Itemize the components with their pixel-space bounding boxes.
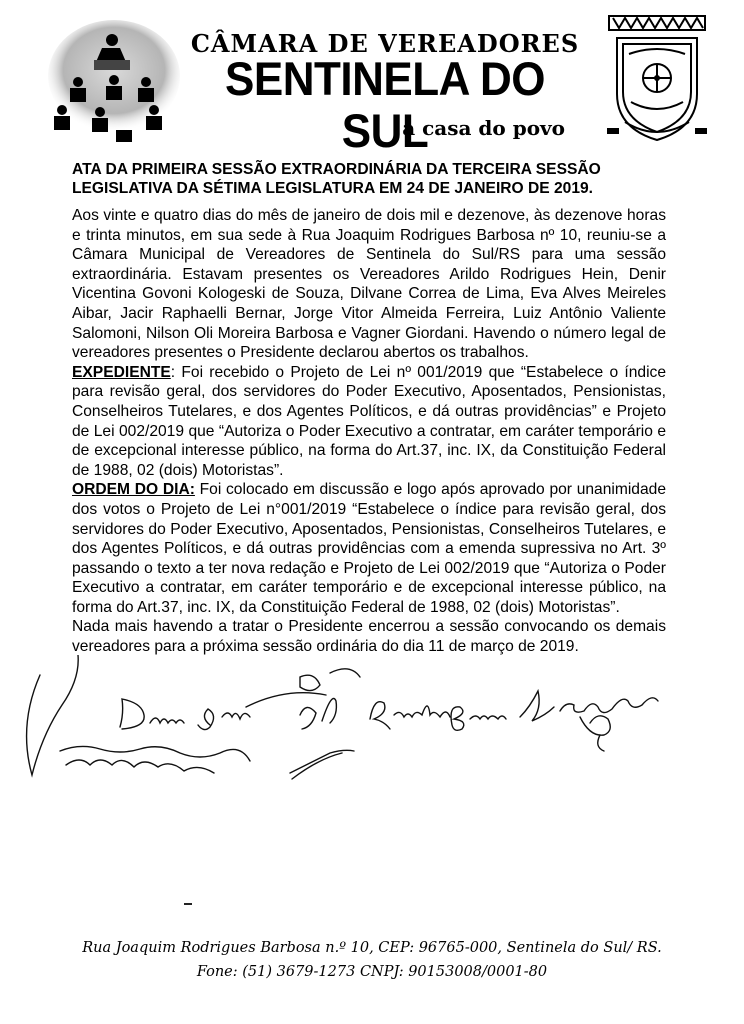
signature-denir-souza xyxy=(120,699,250,730)
title-line-sentinela: SENTINELA DO SUL xyxy=(225,53,545,158)
expediente-text: : Foi recebido o Projeto de Lei nº 001/2019 que “Estabelece o índice para revisão geral, dos servidores do Poder Executivo, Aposentados, Pensionistas, Conselheiros Tutelares, e dos Agentes Políticos, e dá outras providências” e Projeto de Lei 002/2019 que “Autoriza o Poder Executivo a contratar, em caráter temporário e de excepcional interesse público, na forma do Art.37, inc. IX, da Constituição Federal de 1988, 02 (dois) Motoristas”. xyxy=(72,363,666,479)
expediente-paragraph xyxy=(72,363,666,481)
document-title: ATA DA PRIMEIRA SESSÃO EXTRAORDINÁRIA DA TERCEIRA SESSÃO LEGISLATIVA DA SÉTIMA LEGISLATURA EM 24 DE JANEIRO DE 2019. xyxy=(72,161,601,197)
municipal-coat-of-arms xyxy=(603,10,711,150)
council-title xyxy=(185,29,585,158)
signature-salomoni xyxy=(60,746,354,779)
signature-arildo-hein xyxy=(520,691,658,751)
footer-contact: Fone: (51) 3679-1273 CNPJ: 90153008/0001-80 xyxy=(196,964,548,980)
intro-paragraph: Aos vinte e quatro dias do mês de janeiro de dois mil e dezenove, às dezenove horas e trinta minutos, em sua sede à Rua Joaquim Rodrigues Barbosa nº 10, reuniu-se a Câmara Municipal de Vereadores de Sentinela do Sul/RS para uma sessão extraordinária. Estavam presentes os Vereadores Arildo Rodrigues Hein, Denir Vicentina Govoni Kologeski de Souza, Dilvane Correa de Lima, Eva Alves Meireles Aibar, Jacir Raphaelli Bernar, Jorge Vitor Almeida Ferreira, Luiz Antônio Valiente Salomoni, Nilson Oli Moreira Barbosa e Vagner Giordani. Havendo o número legal de vereadores presentes o Presidente declarou abertos os trabalhos. xyxy=(72,207,666,362)
separator-mark xyxy=(184,903,192,905)
letterhead xyxy=(0,0,744,158)
signature-area xyxy=(0,655,744,795)
footer xyxy=(0,936,744,984)
signature-swoop xyxy=(27,655,79,775)
ordem-do-dia-paragraph xyxy=(72,480,666,617)
title-line-slogan: a casa do povo xyxy=(402,116,565,140)
closing-paragraph: Nada mais havendo a tratar o Presidente encerrou a sessão convocando os demais vereadores para a próxima sessão ordinária do dia 11 de março de 2019. xyxy=(72,618,666,656)
expediente-label: EXPEDIENTE xyxy=(72,363,171,381)
signature-jacir-raphaelli-bernar xyxy=(246,693,506,731)
footer-address: Rua Joaquim Rodrigues Barbosa n.º 10, CEP: 96765-000, Sentinela do Sul/ RS. xyxy=(82,940,662,956)
document-body xyxy=(72,160,666,657)
ordem-do-dia-text: Foi colocado em discussão e logo após aprovado por unanimidade dos votos o Projeto de Lei n°001/2019 “Estabelece o índice para revisão geral, dos servidores do Poder Executivo, Aposentados, Pensionistas, Conselheiros Tutelares, e dos Agentes Políticos, e dá outras providências com a emenda supressiva no Art. 3º passando o texto a ter nova redação e Projeto de Lei 002/2019 que “Autoriza o Poder Executivo a contratar, em caráter temporário e de excepcional interesse público, na forma do Art.37, inc. IX, da Constituição Federal de 1988, 02 (dois) Motoristas”. xyxy=(72,481,666,616)
council-people-logo xyxy=(42,18,182,143)
ordem-do-dia-label: ORDEM DO DIA: xyxy=(72,481,195,499)
title-line-camara: CÂMARA DE VEREADORES xyxy=(190,29,580,58)
